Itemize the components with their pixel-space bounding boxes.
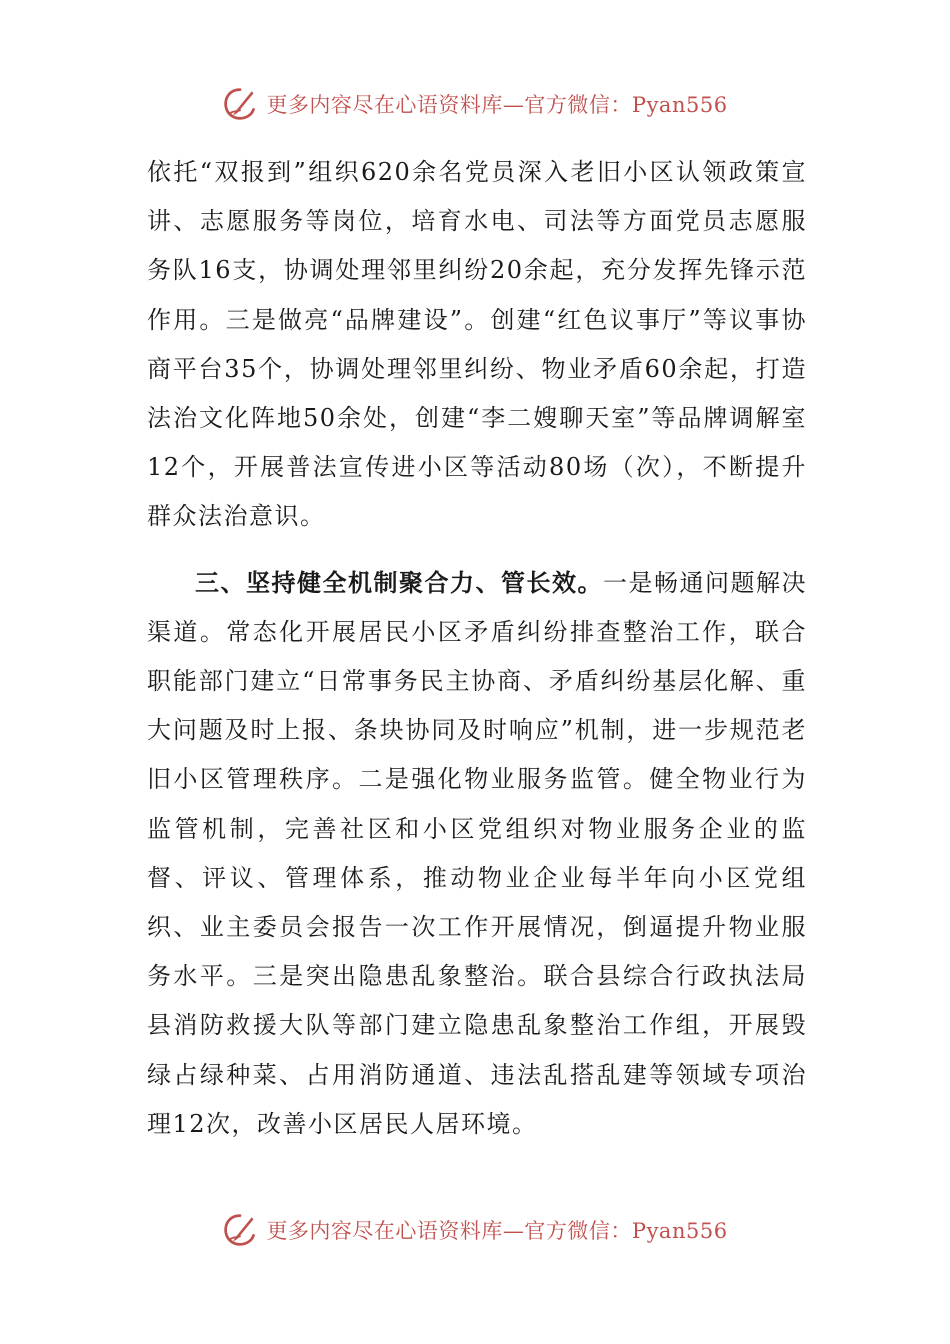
header-watermark [0,82,950,126]
watermark-group [222,86,727,122]
watermark-group [222,1212,727,1248]
paragraph-2-body: 一是畅通问题解决渠道。常态化开展居民小区矛盾纠纷排查整治工作，联合职能部门建立“日常事务民主协商、矛盾纠纷基层化解、重大问题及时上报、条块协同及时响应”机制，进一步规范老旧小区管理秩序。二是强化物业服务监管。健全物业行为监管机制，完善社区和小区党组织对物业服务企业的监督、评议、管理体系，推动物业企业每半年向小区党组织、业主委员会报告一次工作开展情况，倒逼提升物业服务水平。三是突出隐患乱象整治。联合县综合行政执法局县消防救援大队等部门建立隐患乱象整治工作组，开展毁绿占绿种菜、占用消防通道、违法乱搭乱建等领域专项治理12次，改善小区居民人居环境。 [147,568,807,1138]
pen-logo-icon [222,1212,258,1248]
footer-watermark [0,1208,950,1252]
pen-logo-icon [222,86,258,122]
watermark-text: 更多内容尽在心语资料库—官方微信：Pyan556 [266,93,728,117]
paragraph-1 [147,148,807,542]
paragraph-1-body: 依托“双报到”组织620余名党员深入老旧小区认领政策宣讲、志愿服务等岗位，培育水电、司法等方面党员志愿服务队16支，协调处理邻里纠纷20余起，充分发挥先锋示范作用。三是做亮“品牌建设”。创建“红色议事厅”等议事协商平台35个，协调处理邻里纠纷、物业矛盾60余起，打造法治文化阵地50余处，创建“李二嫂聊天室”等品牌调解室12个，开展普法宣传进小区等活动80场（次），不断提升群众法治意识。 [147,158,807,531]
document-body [147,148,807,1149]
section-heading: 三、坚持健全机制聚合力、管长效。 [195,567,603,597]
watermark-text: 更多内容尽在心语资料库—官方微信：Pyan556 [266,1219,728,1243]
paragraph-2 [147,558,807,1149]
